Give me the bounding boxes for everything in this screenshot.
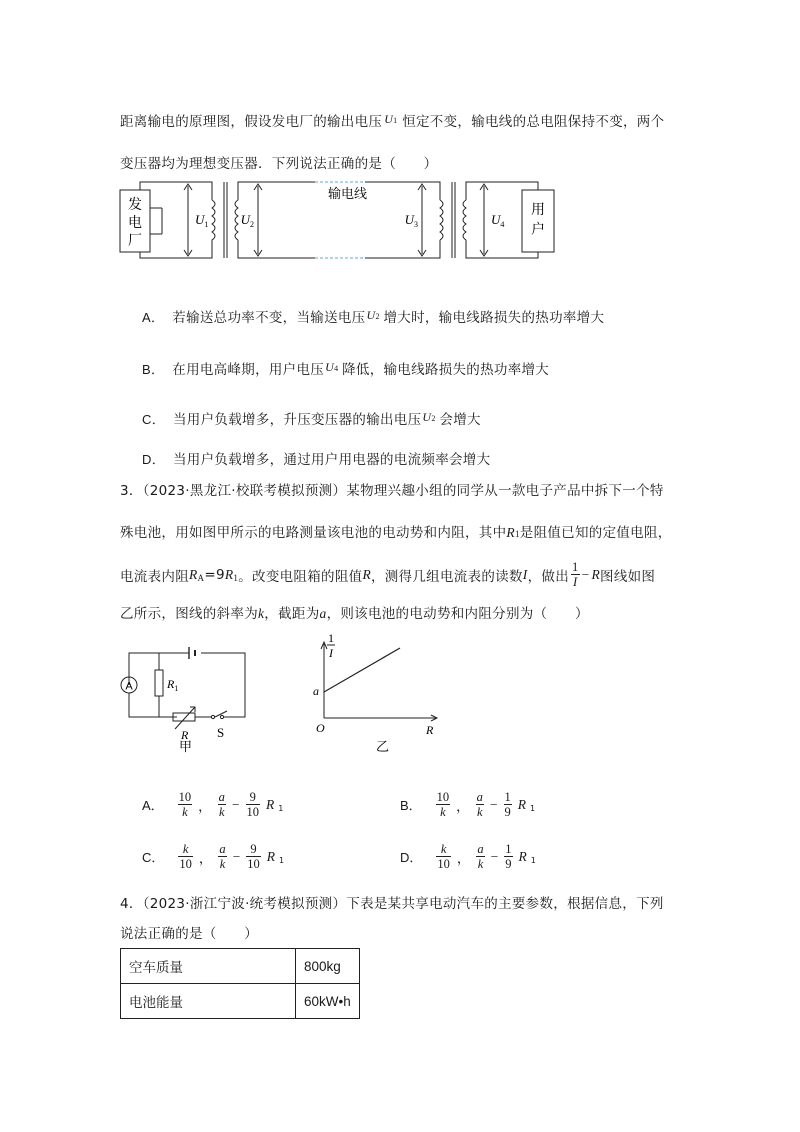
q3-stem-line-3: 电流表内阻 R A =9 R 1 。改变电阻箱的阻值 R ，测得几组电流表的读数 I ，做出 $\frac{1}{I}$ − R 图线如图 [120,560,656,589]
caption-yi: 乙 [376,740,390,755]
data-line [324,648,400,692]
graph-one-over-i-vs-r [300,630,450,755]
q4-stem-line-2: 说法正确的是（ ） [120,926,258,942]
y-axis-denominator: I [329,646,333,660]
user-char-1: 用 [531,202,545,218]
label-u3: $U_3$ [404,212,418,229]
ammeter-label: A [125,680,133,693]
q4-stem-line-1: 4．（2023·浙江宁波·统考模拟预测）下表是某共享电动汽车的主要参数，根据信息，下列 [120,896,664,912]
table-cell-value: 60kW•h [296,984,360,1019]
vehicle-spec-table [120,948,360,1019]
q2-option-c[interactable]: C． 当用户负载增多，升压变压器的输出电压 U2 会增大 [142,410,481,428]
label-r: R [181,728,189,742]
resistor-r1 [155,670,163,696]
plant-char-3: 厂 [128,233,142,249]
origin-label: O [316,721,325,735]
table-cell-key: 电池能量 [121,984,296,1019]
transmission-diagram [110,172,570,272]
label-u2: $U_2$ [240,212,254,229]
user-box [522,190,554,252]
table-row [121,984,360,1019]
q2-option-b[interactable]: B． 在用电高峰期，用户电压 U4 降低，输电线路损失的热功率增大 [142,360,550,378]
y-axis-numerator: 1 [328,631,334,645]
q2-stem-line-1: 距离输电的原理图，假设发电厂的输出电压 U1 恒定不变，输电线的总电阻保持不变，两个 [120,112,665,130]
primary-coil-1 [212,200,215,242]
transmission-line-label: 输电线 [328,187,368,202]
q3-option-d[interactable]: D． $\frac{k}{10}$ ， $\frac{a}{k}$ − $\frac{1}{9}$ R 1 [400,842,536,871]
secondary-coil-1 [235,200,238,240]
fraction-1-over-i: $\frac{1}{I}$ [572,560,579,589]
q3-option-a[interactable]: A． $\frac{10}{k}$ ， $\frac{a}{k}$ − $\frac{9}{10}$ R 1 [142,790,284,819]
intercept-label: a [313,684,319,698]
q2-option-a[interactable]: A． 若输送总功率不变，当输送电压 U2 增大时，输电线路损失的热功率增大 [142,308,605,326]
q2-option-d[interactable]: D． 当用户负载增多，通过用户用电器的电流频率会增大 [142,452,491,468]
q3-stem-line-4: 乙所示，图线的斜率为k，截距为a，则该电池的电动势和内阻分别为（ ） [120,606,589,622]
table-cell-value: 800kg [296,949,360,984]
circuit-diagram [115,645,255,755]
table-row [121,949,360,984]
q3-option-b[interactable]: B． $\frac{10}{k}$ ， $\frac{a}{k}$ − $\frac{1}{9}$ R 1 [400,790,536,819]
secondary-coil-2 [463,200,466,240]
q3-stem-line-1: 3．（2023·黑龙江·校联考模拟预测）某物理兴趣小组的同学从一款电子产品中拆下一个特 [120,483,664,499]
q2-stem-line-2: 变压器均为理想变压器．下列说法正确的是（ ） [120,156,438,172]
x-axis-label: R [426,723,434,737]
primary-coil-2 [440,200,443,240]
var-u1: U1 [384,112,398,126]
table-cell-key: 空车质量 [121,949,296,984]
q3-stem-line-2: 殊电池，用如图甲所示的电路测量该电池的电动势和内阻，其中R1是阻值已知的定值电阻， [120,525,672,541]
user-char-2: 户 [531,222,545,238]
label-u4: $U_4$ [491,212,505,229]
q3-option-c[interactable]: C． $\frac{k}{10}$ ， $\frac{a}{k}$ − $\frac{9}{10}$ R 1 [142,842,285,871]
label-switch: S [217,725,225,740]
plant-char-2: 电 [128,215,142,231]
plant-char-1: 发 [128,197,142,213]
label-u1: $U_1$ [195,212,209,229]
caption-jia: 甲 [179,740,193,755]
label-r1: $R_1$ [167,677,179,693]
